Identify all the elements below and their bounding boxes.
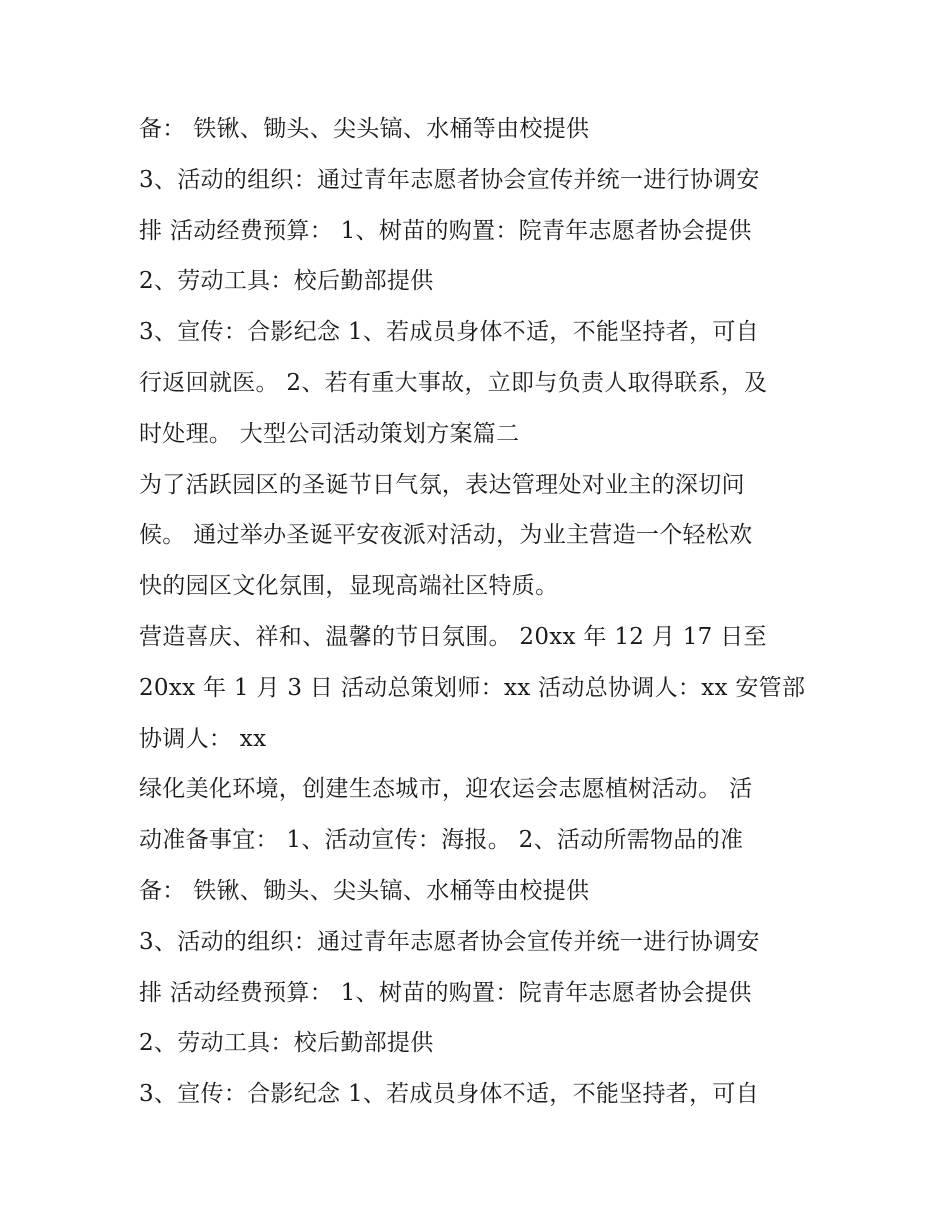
text-line: 协调人： xx [139,725,267,752]
text-line: 快的园区文化氛围，显现高端社区特质。 [139,573,559,600]
text-line: 绿化美化环境，创建生态城市，迎农运会志愿植树活动。 活 [139,776,753,803]
text-line: 营造喜庆、祥和、温馨的节日氛围。 20xx 年 12 月 17 日至 [139,623,767,650]
text-line: 动准备事宜： 1、活动宣传：海报。 2、活动所需物品的准 [139,827,744,854]
text-line: 3、活动的组织：通过青年志愿者协会宣传并统一进行协调安 [139,928,760,955]
text-line: 备： 铁锹、锄头、尖头镐、水桶等由校提供 [139,877,590,904]
text-line: 3、宣传：合影纪念 1、若成员身体不适，不能坚持者，可自 [139,1081,759,1108]
text-line: 3、宣传：合影纪念 1、若成员身体不适，不能坚持者，可自 [139,319,759,346]
document-body [139,104,819,1120]
text-line: 时处理。 大型公司活动策划方案篇二 [139,420,520,447]
text-line: 候。 通过举办圣诞平安夜派对活动，为业主营造一个轻松欢 [139,522,753,549]
text-line: 3、活动的组织：通过青年志愿者协会宣传并统一进行协调安 [139,166,760,193]
text-line: 为了活跃园区的圣诞节日气氛，表达管理处对业主的深切问 [139,471,745,498]
text-line: 2、劳动工具：校后勤部提供 [139,268,434,295]
text-line: 2、劳动工具：校后勤部提供 [139,1030,434,1057]
text-line: 备： 铁锹、锄头、尖头镐、水桶等由校提供 [139,116,590,142]
text-line: 行返回就医。 2、若有重大事故，立即与负责人取得联系，及 [139,369,768,396]
text-line: 排 活动经费预算： 1、树苗的购置：院青年志愿者协会提供 [139,217,752,244]
text-line: 排 活动经费预算： 1、树苗的购置：院青年志愿者协会提供 [139,979,752,1006]
text-line: 20xx 年 1 月 3 日 活动总策划师：xx 活动总协调人：xx 安管部 [139,674,806,701]
